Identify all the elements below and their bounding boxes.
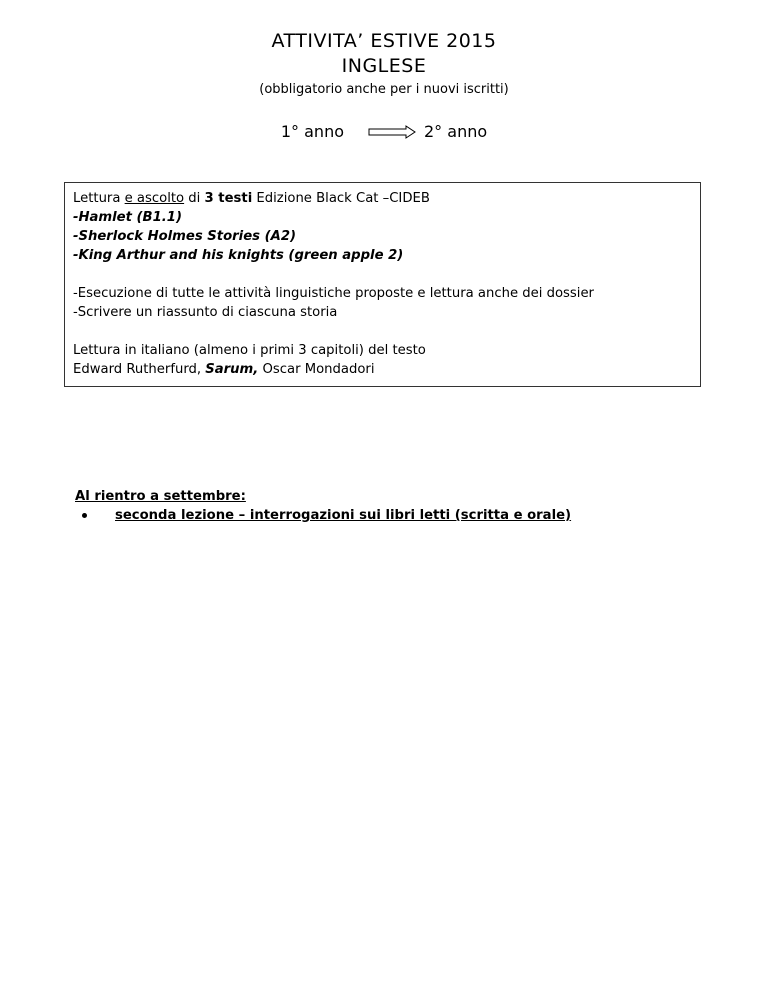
year-to: 2° anno [424, 122, 488, 141]
right-arrow-icon [368, 125, 416, 139]
title-line-2: INGLESE [341, 55, 427, 77]
of-text: di [184, 191, 205, 206]
return-item: seconda lezione – interrogazioni sui libri letti (scritta e orale) [115, 508, 572, 523]
title-line-1: ATTIVITA’ ESTIVE 2015 [271, 30, 497, 52]
listening-text: e ascolto [124, 191, 185, 206]
book-hamlet: -Hamlet (B1.1) [73, 210, 182, 225]
book-king-arthur: -King Arthur and his knights (green apple 2) [73, 248, 404, 263]
task-activities: -Esecuzione di tutte le attività linguistiche proposte e lettura anche dei dossier [73, 286, 594, 301]
return-heading: Al rientro a settembre: [75, 489, 246, 504]
year-transition [0, 122, 768, 141]
reading-line [73, 189, 692, 208]
italian-book [73, 360, 692, 379]
italian-title: Sarum, [205, 362, 259, 377]
bullet-icon [82, 513, 87, 518]
assignment-box [64, 182, 701, 387]
three-texts: 3 testi [204, 191, 253, 206]
subtitle: (obbligatorio anche per i nuovi iscritti) [259, 82, 509, 97]
reading-text: Lettura [73, 191, 125, 206]
italian-author: Edward Rutherfurd, [73, 362, 206, 377]
italian-publisher: Oscar Mondadori [258, 362, 375, 377]
year-from: 1° anno [280, 122, 344, 141]
task-summary: -Scrivere un riassunto di ciascuna storia [73, 305, 338, 320]
book-sherlock: -Sherlock Holmes Stories (A2) [73, 229, 297, 244]
italian-reading: Lettura in italiano (almeno i primi 3 capitoli) del testo [73, 343, 426, 358]
list-item [82, 506, 571, 525]
edition-text: Edizione Black Cat –CIDEB [252, 191, 430, 206]
